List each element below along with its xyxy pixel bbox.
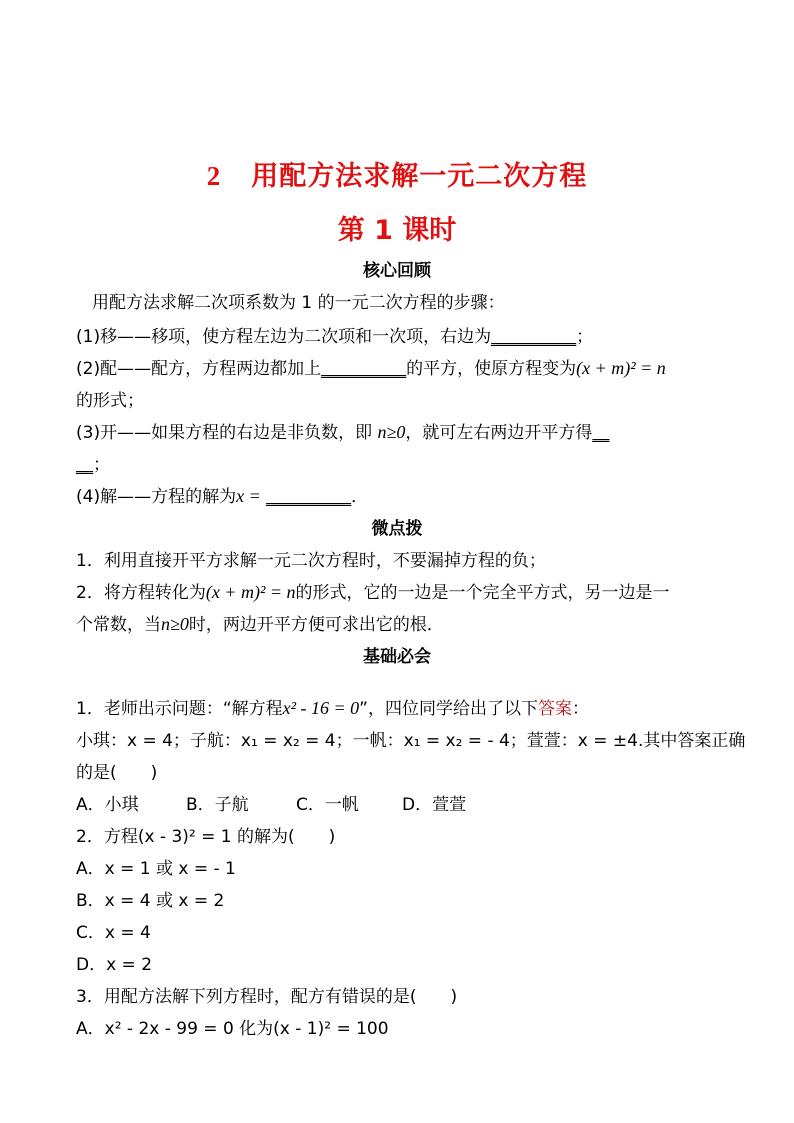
fill-blank-3-cont[interactable]: __ bbox=[76, 455, 93, 475]
option-d[interactable]: D．萱萱 bbox=[402, 795, 467, 815]
review-intro: 用配方法求解二次项系数为 1 的一元二次方程的步骤： bbox=[92, 293, 505, 313]
option-b[interactable]: B．子航 bbox=[186, 795, 249, 815]
answer-link[interactable]: 答案 bbox=[537, 699, 572, 719]
page-title bbox=[0, 154, 794, 193]
question-1-line-2: 小琪：x = 4；子航：x₁ = x₂ = 4；一帆：x₁ = x₂ = - 4；萱萱：x = ±4.其中答案正确 bbox=[76, 731, 746, 751]
question-1-line-3: 的是( ) bbox=[76, 763, 158, 783]
title-text: 用配方法求解一元二次方程 bbox=[251, 161, 588, 192]
fill-blank-4[interactable]: __________ bbox=[266, 487, 352, 507]
basics-heading: 基础必会 bbox=[363, 647, 431, 667]
question-2-option-d[interactable]: D．x = 2 bbox=[76, 955, 153, 975]
question-1: 1．老师出示问题：“解方程x² - 16 = 0”，四位同学给出了以下答案： bbox=[76, 698, 589, 719]
review-heading: 核心回顾 bbox=[363, 261, 431, 281]
question-2-option-b[interactable]: B．x = 4 或 x = 2 bbox=[76, 891, 225, 911]
nonneg-condition: n≥0 bbox=[377, 422, 406, 442]
step-3-cont: __； bbox=[76, 455, 110, 475]
option-c[interactable]: C．一帆 bbox=[296, 795, 359, 815]
option-a[interactable]: A．小琪 bbox=[76, 795, 139, 815]
step-1: (1)移——移项，使方程左边为二次项和一次项，右边为__________； bbox=[76, 327, 594, 347]
question-2: 2．方程(x - 3)² = 1 的解为( ) bbox=[76, 827, 336, 847]
step-2: (2)配——配方，方程两边都加上__________的平方，使原方程变为(x + m)² = n bbox=[76, 358, 666, 379]
question-2-option-a[interactable]: A．x = 1 或 x = - 1 bbox=[76, 859, 236, 879]
tip-1: 1．利用直接开平方求解一元二次方程时，不要漏掉方程的负； bbox=[76, 551, 546, 571]
step-3: (3)开——如果方程的右边是非负数，即 n≥0，就可左右两边开平方得__ bbox=[76, 422, 610, 443]
step-4: (4)解——方程的解为x = __________． bbox=[76, 486, 369, 507]
question-3: 3．用配方法解下列方程时，配方有错误的是( ) bbox=[76, 987, 458, 1007]
completed-square-expr: (x + m)² = n bbox=[576, 358, 666, 378]
tip-2: 2．将方程转化为(x + m)² = n的形式，它的一边是一个完全平方式，另一边是一 bbox=[76, 582, 670, 603]
question-3-option-a[interactable]: A．x² - 2x - 99 = 0 化为(x - 1)² = 100 bbox=[76, 1019, 389, 1039]
fill-blank-3[interactable]: __ bbox=[592, 423, 610, 443]
section-number: 2 bbox=[206, 161, 222, 191]
fill-blank-2[interactable]: __________ bbox=[321, 359, 407, 379]
step-2-cont: 的形式； bbox=[76, 391, 144, 411]
tip-2-cont: 个常数，当n≥0时，两边开平方便可求出它的根． bbox=[76, 614, 444, 635]
question-1-options bbox=[76, 790, 726, 815]
question-2-option-c[interactable]: C．x = 4 bbox=[76, 923, 151, 943]
lesson-title: 第 1 课时 bbox=[337, 215, 457, 246]
tips-heading: 微点拨 bbox=[371, 519, 423, 539]
fill-blank-1[interactable]: __________ bbox=[491, 327, 577, 347]
